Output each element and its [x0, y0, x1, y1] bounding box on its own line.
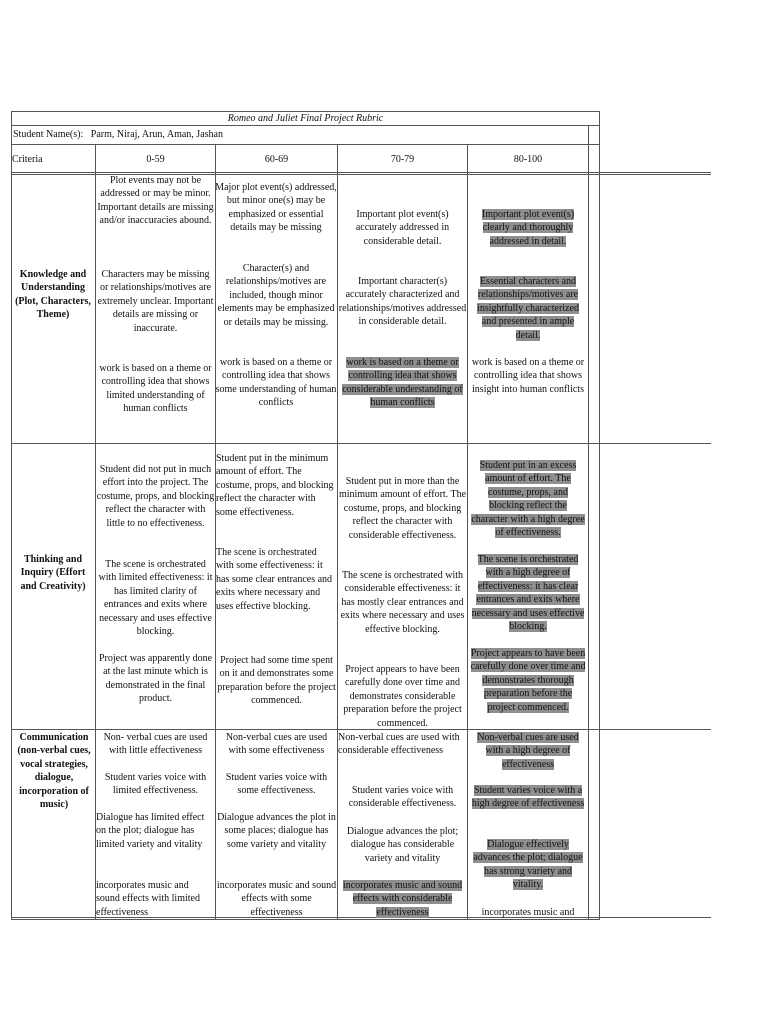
col-divider: [11, 111, 12, 920]
cell-thinking-2-scene: The scene is orchestrated with considerable effectiveness: it has mostly clear entrances and exits where necessary and uses effective blocking.: [340, 570, 465, 635]
row-divider: [11, 172, 711, 173]
highlighted-text: work is based on a theme or controlling idea that shows considerable understanding of human conflicts: [342, 357, 463, 409]
rubric-title: Romeo and Juliet Final Project Rubric: [227, 113, 384, 124]
criteria-header: Criteria: [12, 154, 43, 165]
cell-knowledge-1-theme: work is based on a theme or controlling idea that shows some understanding of human conflicts: [215, 357, 337, 409]
highlighted-text: Essential characters and relationships/motives are insightfully characterized and presented in ample detail.: [477, 276, 579, 341]
cell-communication-0-voice: Student varies voice with limited effectiveness.: [104, 772, 207, 797]
cell-thinking-3-project: [470, 647, 586, 714]
cell-communication-2-nonverbal: Non-verbal cues are used with considerable effectiveness: [338, 732, 460, 757]
highlighted-text: Important plot event(s) clearly and thoroughly addressed in detail.: [481, 209, 575, 247]
cell-communication-1-dialogue: Dialogue advances the plot in some places; dialogue has some variety and vitality: [217, 812, 336, 850]
cell-communication-2-voice: Student varies voice with considerable effectiveness.: [348, 785, 457, 810]
cell-knowledge-0-characters: Characters may be missing or relationships/motives are extremely unclear. Important details are missing or inaccurate.: [97, 269, 214, 334]
col-divider: [599, 111, 600, 920]
highlighted-text: Project appears to have been carefully done over time and demonstrates thorough preparation before the project commenced.: [470, 648, 586, 713]
cell-communication-2-music: [340, 879, 465, 919]
cell-thinking-1-project: Project had some time spent on it and demonstrates some preparation before the project commenced.: [217, 655, 336, 707]
criterion-thinking: Thinking and Inquiry (Effort and Creativity): [20, 554, 86, 592]
highlighted-text: Dialogue effectively advances the plot; dialogue has strong variety and vitality.: [473, 839, 583, 891]
cell-communication-0-music: incorporates music and sound effects with limited effectiveness: [96, 880, 200, 918]
cell-knowledge-3-plot: [470, 208, 586, 248]
col-divider: [588, 125, 589, 920]
level-header-0: 0-59: [146, 154, 165, 165]
col-divider: [95, 144, 96, 920]
cell-knowledge-2-plot: Important plot event(s) accurately addressed in considerable detail.: [355, 209, 450, 247]
cell-knowledge-2-characters: Important character(s) accurately characterized and relationships/motives addressed in considerable detail.: [338, 276, 467, 328]
cell-communication-0-nonverbal: Non- verbal cues are used with little effectiveness: [103, 732, 208, 757]
cell-thinking-1-effort: Student put in the minimum amount of effort. The costume, props, and blocking reflect the character with some effectiveness.: [216, 453, 334, 518]
highlighted-text: Non-verbal cues are used with a high degree of effectiveness: [477, 732, 579, 770]
cell-communication-1-music: incorporates music and sound effects with some effectiveness: [216, 880, 337, 918]
cell-knowledge-1-characters: Character(s) and relationships/motives are included, though minor elements may be emphasized or details may be missing.: [217, 263, 335, 328]
cell-thinking-2-project: Project appears to have been carefully done over time and demonstrates considerable preparation before the project commenced.: [343, 664, 462, 729]
student-names-row: [13, 128, 583, 141]
highlighted-text: Student put in an excess amount of effort. The costume, props, and blocking reflect the character with a high degree of effectiveness.: [471, 460, 585, 539]
cell-knowledge-3-characters: [470, 275, 586, 342]
row-divider: [11, 443, 711, 444]
cell-thinking-3-scene: [470, 553, 586, 633]
cell-communication-3-dialogue: [470, 838, 586, 892]
criterion-communication: Communication (non-verbal cues, vocal strategies, dialogue, incorporation of music): [17, 732, 91, 811]
cell-knowledge-3-theme: work is based on a theme or controlling idea that shows insight into human conflicts: [471, 357, 585, 395]
cell-thinking-0-effort: Student did not put in much effort into the project. The costume, props, and blocking reflect the character with little to no effectiveness.: [96, 464, 215, 529]
student-names-value: Parm, Niraj, Arun, Aman, Jashan: [90, 129, 223, 140]
col-divider: [467, 144, 468, 920]
cell-communication-1-voice: Student varies voice with some effectiveness.: [225, 772, 328, 797]
cell-knowledge-2-theme: [338, 356, 467, 410]
cell-thinking-0-project: Project was apparently done at the last minute which is demonstrated in the final product.: [98, 653, 213, 705]
cell-thinking-1-scene: The scene is orchestrated with some effectiveness: it has some clear entrances and exits where necessary and uses effective blocking.: [216, 547, 333, 612]
student-names-label: Student Name(s):: [13, 129, 84, 140]
criterion-knowledge: Knowledge and Understanding (Plot, Characters, Theme): [15, 269, 91, 321]
highlighted-text: The scene is orchestrated with a high degree of effectiveness: it has clear entrances and exits where necessary and uses effective blocking.: [471, 554, 585, 633]
highlighted-text: incorporates music and sound effects with considerable effectiveness: [342, 880, 463, 918]
cell-communication-2-dialogue: Dialogue advances the plot; dialogue has considerable variety and vitality: [346, 826, 459, 864]
highlighted-text: Student varies voice with a high degree of effectiveness: [471, 785, 585, 810]
cell-thinking-0-scene: The scene is orchestrated with limited effectiveness: it has limited clarity of entrances and exits where necessary and uses effective blocking.: [98, 559, 213, 638]
cell-communication-3-music: incorporates music and: [481, 907, 575, 918]
cell-knowledge-0-plot: Plot events may not be addressed or may be minor. Important details are missing and/or inaccuracies abound.: [97, 175, 214, 227]
level-header-1: 60-69: [264, 154, 289, 165]
cell-communication-1-nonverbal: Non-verbal cues are used with some effectiveness: [225, 732, 328, 757]
cell-thinking-3-effort: [470, 459, 586, 539]
cell-knowledge-0-theme: work is based on a theme or controlling idea that shows limited understanding of human conflicts: [99, 363, 212, 415]
level-header-3: 80-100: [513, 154, 543, 165]
cell-communication-3-voice: [470, 784, 586, 811]
cell-knowledge-1-plot: Major plot event(s) addressed, but minor one(s) may be emphasized or essential details may be missing: [215, 182, 337, 234]
cell-communication-3-nonverbal: [470, 731, 586, 771]
level-header-2: 70-79: [390, 154, 415, 165]
row-divider: [11, 144, 600, 145]
cell-thinking-2-effort: Student put in more than the minimum amount of effort. The costume, props, and blocking reflect the character with considerable effectiveness.: [338, 476, 467, 541]
cell-communication-0-dialogue: Dialogue has limited effect on the plot; dialogue has limited variety and vitality: [96, 812, 205, 850]
col-divider: [215, 144, 216, 920]
